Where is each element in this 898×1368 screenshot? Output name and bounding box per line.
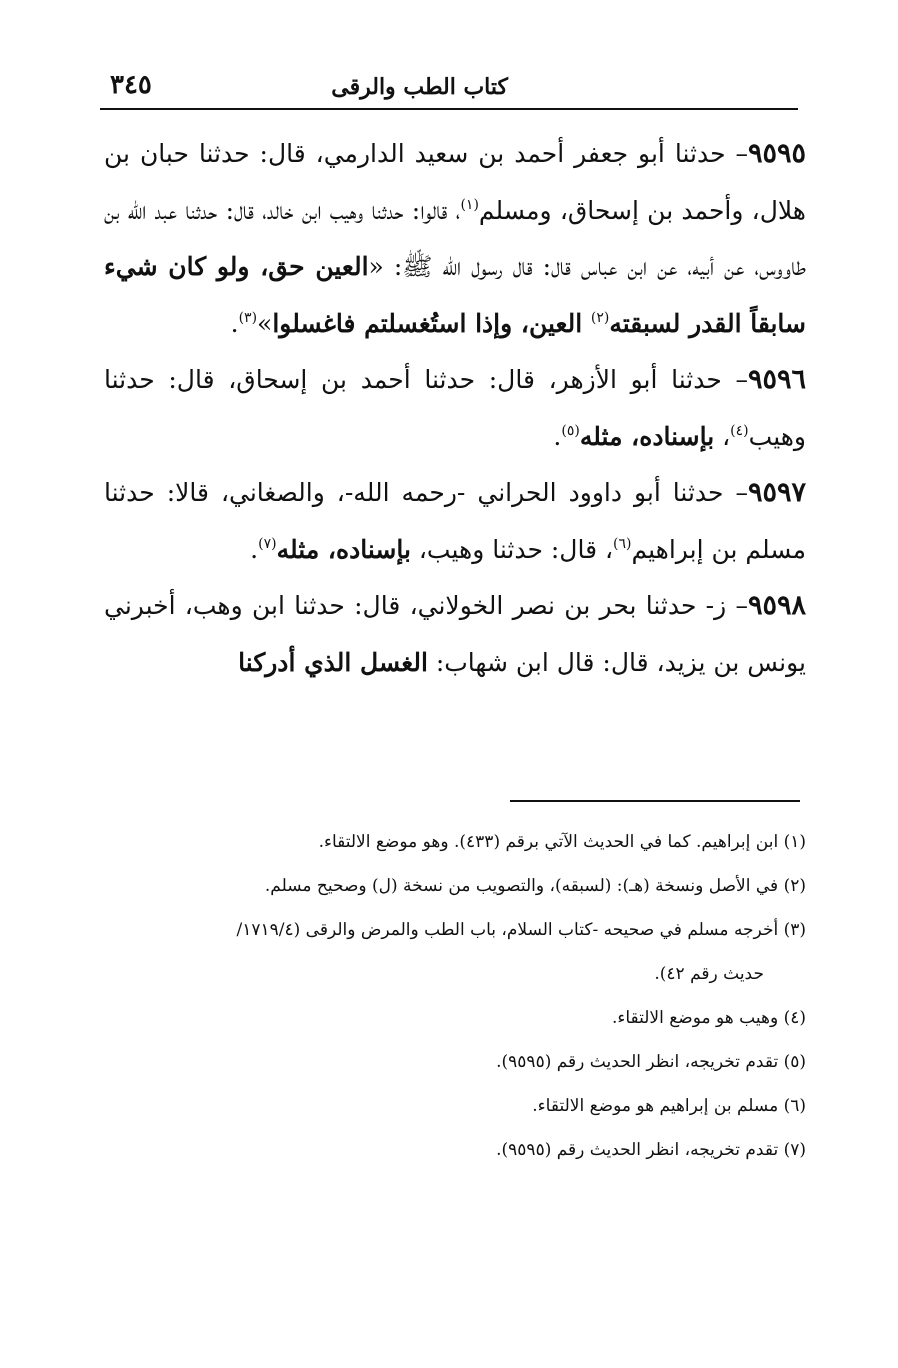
footnote-ref: (٧): [258, 535, 277, 552]
hadith-text: – ز- حدثنا بحر بن نصر الخولاني، قال: حدثنا ابن وهب، أخبرني يونس بن يزيد، قال: قال ابن شهاب:: [104, 591, 806, 677]
footnote-ref: (٣): [238, 309, 258, 326]
running-header: [100, 68, 798, 108]
hadith-number: ٩٥٩٥: [747, 138, 806, 169]
footnote-2: (٢) في الأصل ونسخة (هـ): (لسبقه)، والتصويب من نسخة (ل) وصحيح مسلم.: [264, 876, 806, 896]
hadith-number: ٩٥٩٨: [747, 590, 806, 621]
hadith-number: ٩٥٩٧: [747, 477, 806, 508]
hadith-9595: [104, 126, 806, 352]
hadith-text: ،: [714, 421, 731, 451]
footnote-ref: (٤): [730, 422, 749, 439]
hadith-9598: [104, 578, 806, 691]
footnote-7: (٧) تقدم تخريجه، انظر الحديث رقم (٩٥٩٥).: [496, 1140, 806, 1160]
hadith-matn: الغسل الذي أدركنا: [238, 647, 428, 677]
hadith-matn: العين، وإذا استُغسلتم فاغسلوا: [272, 308, 591, 338]
hadith-text: .: [553, 421, 562, 451]
footnote-5: (٥) تقدم تخريجه، انظر الحديث رقم (٩٥٩٥).: [496, 1052, 806, 1072]
footnote-4: (٤) وهيب هو موضع الالتقاء.: [611, 1008, 806, 1028]
hadith-text: – حدثنا أبو الأزهر، قال: حدثنا أحمد بن إسحاق، قال: حدثنا وهيب: [104, 365, 806, 451]
header-rule: [100, 108, 798, 110]
footnote-ref: (١): [460, 196, 479, 213]
hadith-text: – حدثنا أبو جعفر أحمد بن سعيد الدارمي، قال: حدثنا حبان بن هلال، وأحمد بن إسحاق، ومسلم: [104, 139, 806, 225]
footnote-separator: [510, 800, 800, 802]
main-text: [104, 126, 806, 691]
hadith-text: .: [230, 308, 239, 338]
hadith-text: – حدثنا أبو داوود الحراني -رحمه الله-، والصغاني، قالا: حدثنا مسلم بن إبراهيم: [104, 478, 806, 564]
hadith-isnad-note: بإسناده، مثله: [579, 421, 715, 451]
footnotes: [104, 820, 806, 1172]
footnote-3-continuation: حديث رقم ٤٢).: [654, 964, 764, 984]
chapter-title: كتاب الطب والرقى: [331, 74, 508, 100]
hadith-9597: [104, 465, 806, 578]
footnote-1: (١) ابن إبراهيم. كما في الحديث الآتي برقم (٤٣٣). وهو موضع الالتقاء.: [318, 832, 806, 852]
footnote-3: (٣) أخرجه مسلم في صحيحه -كتاب السلام، باب الطب والمرض والرقى (١٧١٩/٤/: [236, 920, 806, 940]
hadith-text: »: [257, 308, 273, 338]
hadith-text: ، قالوا: حدثنا وهيب ابن خالد، قال: حدثنا عبد الله بن طاووس، عن أبيه، عن ابن عباس قال: قال رسول الله ﷺ: «: [104, 195, 806, 281]
footnote-ref: (٢): [590, 309, 610, 326]
hadith-text: .: [250, 534, 259, 564]
hadith-isnad-note: بإسناده، مثله: [276, 534, 411, 564]
footnote-6: (٦) مسلم بن إبراهيم هو موضع الالتقاء.: [532, 1096, 806, 1116]
hadith-9596: [104, 352, 806, 465]
footnote-ref: (٥): [561, 422, 580, 439]
page-number: ٣٤٥: [110, 70, 152, 100]
hadith-text: ، قال: حدثنا وهيب،: [410, 534, 614, 564]
footnote-ref: (٦): [613, 535, 632, 552]
hadith-number: ٩٥٩٦: [747, 364, 806, 395]
hadith-matn: العين حق، ولو كان شيء سابقاً القدر لسبقته: [104, 252, 806, 338]
